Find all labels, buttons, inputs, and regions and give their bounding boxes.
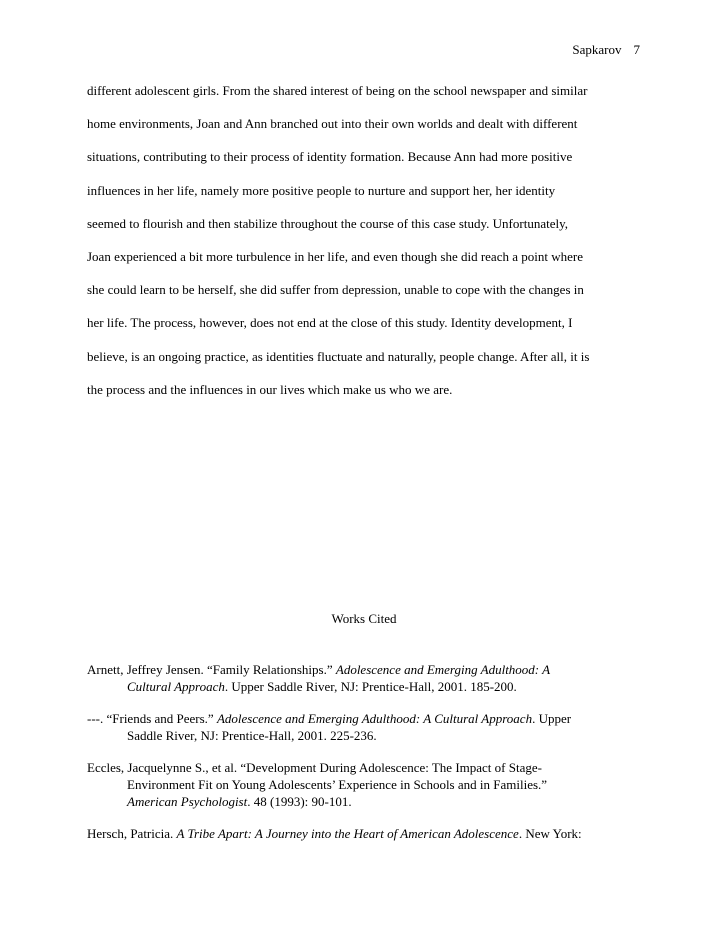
page-number: 7 bbox=[633, 42, 640, 57]
citation-line bbox=[87, 776, 657, 793]
citation-title-text: Cultural Approach bbox=[127, 679, 225, 694]
citation-text: Environment Fit on Young Adolescents’ Experience in Schools and in Families.” bbox=[127, 777, 548, 792]
body-line: Joan experienced a bit more turbulence in her life, and even though she did reach a point where bbox=[87, 248, 583, 264]
citation-line bbox=[87, 727, 657, 744]
running-header bbox=[572, 42, 640, 58]
works-cited-heading: Works Cited bbox=[331, 611, 397, 626]
citation-entry bbox=[87, 759, 657, 810]
citation-text: Hersch, Patricia. bbox=[87, 826, 177, 841]
citation-text: Saddle River, NJ: Prentice-Hall, 2001. 225-236. bbox=[127, 728, 377, 743]
citation-text: Eccles, Jacquelynne S., et al. “Development During Adolescence: The Impact of Stage- bbox=[87, 760, 542, 775]
citation-text: . New York: bbox=[518, 826, 582, 841]
body-line: different adolescent girls. From the shared interest of being on the school newspaper and similar bbox=[87, 83, 588, 98]
citation-text: . Upper bbox=[532, 711, 572, 726]
body-line: she could learn to be herself, she did suffer from depression, unable to cope with the changes in bbox=[87, 282, 584, 298]
citation-line bbox=[87, 710, 657, 727]
body-paragraph bbox=[87, 83, 650, 415]
citation-title-text: Adolescence and Emerging Adulthood: A bbox=[335, 662, 551, 677]
citation-text: Arnett, Jeffrey Jensen. “Family Relationships.” bbox=[87, 662, 336, 677]
body-line: the process and the influences in our lives which make us who we are. bbox=[87, 381, 453, 397]
citation-title-text: A Tribe Apart: A Journey into the Heart of American Adolescence bbox=[176, 826, 519, 841]
citation-entry bbox=[87, 825, 657, 842]
body-line: situations, contributing to their process of identity formation. Because Ann had more positive bbox=[87, 149, 573, 165]
body-line: her life. The process, however, does not end at the close of this study. Identity development, I bbox=[87, 315, 573, 331]
citation-line bbox=[87, 793, 657, 810]
citation-line bbox=[87, 661, 657, 678]
body-line: home environments, Joan and Ann branched out into their own worlds and dealt with different bbox=[87, 116, 578, 132]
body-line: seemed to flourish and then stabilize throughout the course of this case study. Unfortunately, bbox=[87, 215, 568, 231]
citation-line bbox=[87, 759, 657, 776]
citation-title-text: American Psychologist bbox=[127, 794, 248, 809]
citation-line bbox=[87, 678, 657, 695]
body-line: influences in her life, namely more positive people to nurture and support her, her identity bbox=[87, 182, 556, 198]
citation-line bbox=[87, 825, 657, 842]
works-cited-list bbox=[87, 661, 657, 857]
body-line: believe, is an ongoing practice, as identities fluctuate and naturally, people change. After all, it is bbox=[87, 348, 590, 364]
citation-title-text: Adolescence and Emerging Adulthood: A Cultural Approach bbox=[216, 711, 533, 726]
header-author: Sapkarov bbox=[572, 42, 622, 57]
citation-entry bbox=[87, 661, 657, 695]
citation-text: . Upper Saddle River, NJ: Prentice-Hall, 2001. 185-200. bbox=[224, 679, 517, 694]
citation-entry bbox=[87, 710, 657, 744]
citation-text: . 48 (1993): 90-101. bbox=[247, 794, 352, 809]
citation-text: ---. “Friends and Peers.” bbox=[87, 711, 217, 726]
